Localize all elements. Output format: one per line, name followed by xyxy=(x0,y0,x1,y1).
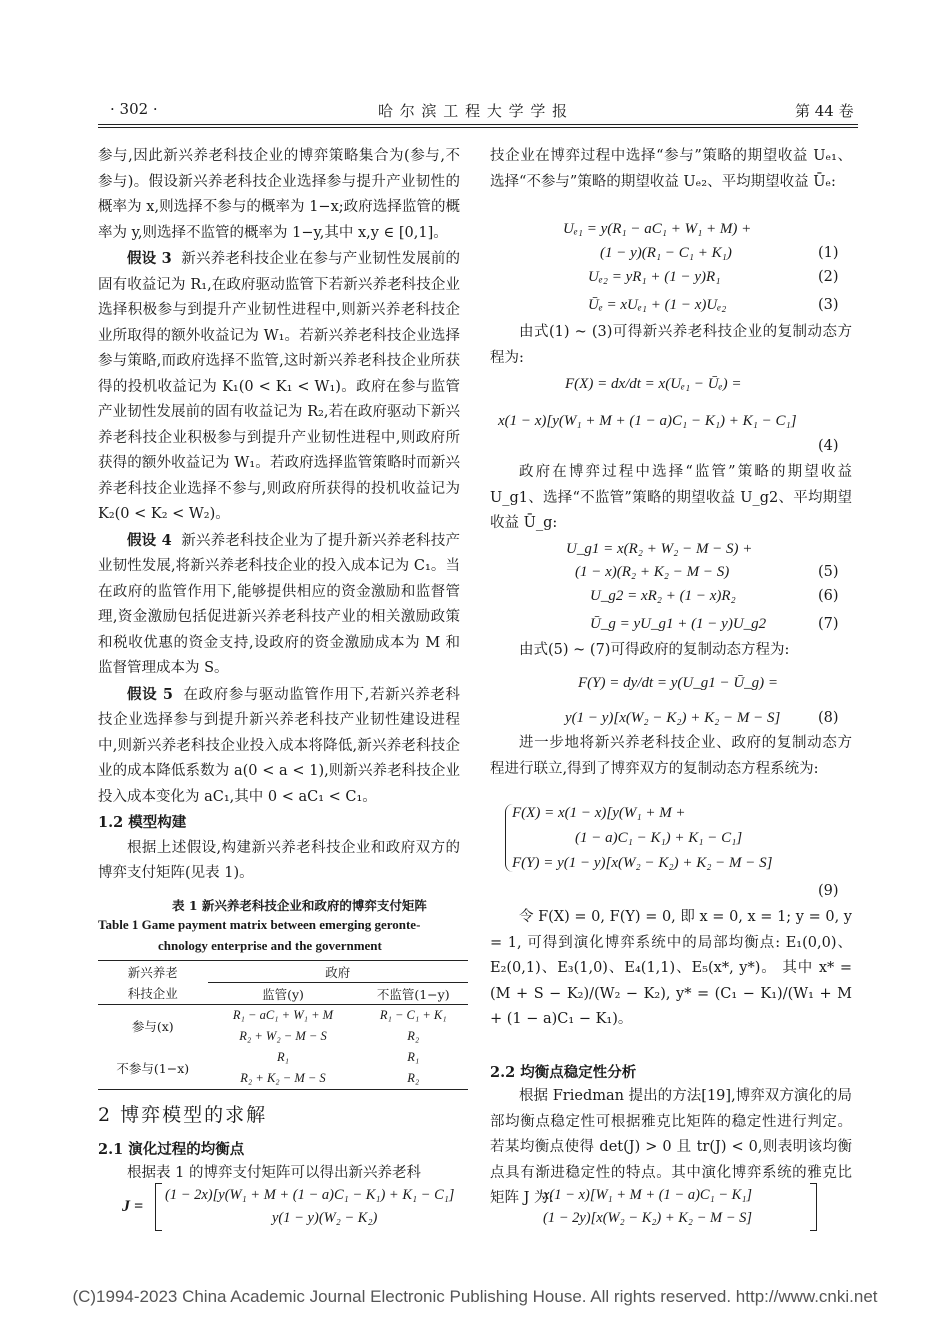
eq-4a: F(X) = dx/dt = x(Uₑ₁ − Ūₑ) = xyxy=(565,376,742,392)
table-cell: R₁ xyxy=(276,1050,289,1064)
para-model-build: 根据上述假设,构建新兴养老科技企业和政府双方的博弈支付矩阵(见表 1)。 xyxy=(98,839,460,881)
para-assumption-4 xyxy=(98,528,460,682)
assumption-4-title: 假设 4 xyxy=(127,531,172,549)
eq-2: Uₑ₂ = yR₁ + (1 − y)R₁ xyxy=(588,269,721,285)
table-cell: R₂ + W₂ − M − S xyxy=(239,1029,327,1043)
table-cell: R₁ − C₁ + K₁ xyxy=(358,1005,468,1027)
table-row xyxy=(98,983,468,1005)
table-row xyxy=(98,1005,468,1027)
right-para-5 xyxy=(490,731,852,782)
eq-1a: Uₑ₁ = y(R₁ − aC₁ + W₁ + M) + xyxy=(563,221,752,237)
eq-9c: F(Y) = y(1 − y)[x(W₂ − K₂) + K₂ − M − S] xyxy=(512,855,773,871)
table-cell: R₁ − aC₁ + W₁ + M xyxy=(208,1005,359,1027)
eq-1b: (1 − y)(R₁ − C₁ + K₁) xyxy=(600,245,732,261)
table-cell: R₂ xyxy=(358,1068,468,1090)
left-column xyxy=(98,144,460,887)
eq-number-7: (7) xyxy=(818,616,839,632)
eq-number-9: (9) xyxy=(818,883,839,899)
table-cell: R₂ xyxy=(407,1029,420,1043)
jacobian-a11: (1 − 2x)[y(W₁ + M + (1 − a)C₁ − K₁) + K₁ − C₁] xyxy=(165,1187,455,1203)
section-2-1-heading: 2.1 演化过程的均衡点 xyxy=(98,1141,245,1158)
eq-6: U_g2 = xR₂ + (1 − x)R₂ xyxy=(590,588,736,604)
matrix-right-bracket xyxy=(810,1183,817,1231)
para-stability: 根据 Friedman 提出的方法[19],博弈双方演化的局部均衡点稳定性可根据雅克比矩阵的稳定性进行判定。若某均衡点使得 det(J) > 0 且 tr(J) < 0,则表明该均衡点具有渐进稳定性的特点。其中演化博弈系统的雅克比矩阵 J 为: xyxy=(490,1088,852,1206)
right-para-3 xyxy=(490,460,852,537)
para-expected-payoff-gov: 政府在博弈过程中选择“监管”策略的期望收益 U_g1、选择“不监管”策略的期望收益 U_g2、平均期望收益 Ū_g: xyxy=(490,464,852,531)
section-1-2-heading: 1.2 模型构建 xyxy=(98,814,187,831)
jacobian-a12: x(1 − x)[W₁ + M + (1 − a)C₁ − K₁] xyxy=(543,1187,753,1203)
para-system: 进一步地将新兴养老科技企业、政府的复制动态方程进行联立,得到了博弈双方的复制动态方程系统为: xyxy=(490,735,852,777)
eq-9a: F(X) = x(1 − x)[y(W₁ + M + xyxy=(512,805,686,821)
right-para-2 xyxy=(490,320,852,371)
header-rule xyxy=(98,124,858,125)
eq-8a: F(Y) = dy/dt = y(U_g1 − Ū_g) = xyxy=(578,675,779,691)
volume-label: 第 44 卷 xyxy=(795,102,854,120)
eq-number-3: (3) xyxy=(818,297,839,313)
jacobian-label: J = xyxy=(122,1198,144,1215)
eq-5b: (1 − x)(R₂ + K₂ − M − S) xyxy=(575,564,730,580)
jacobian-a22: (1 − 2y)[x(W₂ − K₂) + K₂ − M − S] xyxy=(543,1210,753,1226)
eq-7: Ū_g = yU_g1 + (1 − y)U_g2 xyxy=(590,616,767,632)
assumption-5-text: 在政府参与驱动监管作用下,若新兴养老科技企业选择参与到提升新兴养老科技产业韧性建设进程中,则新兴养老科技企业投入成本将降低,新兴养老科技企业的成本降低系数为 a(0 < a < 1),则新兴养老科技企业投入成本变化为 aC₁,其中 0 < aC₁ < C₁。 xyxy=(98,686,461,805)
eq-number-5: (5) xyxy=(818,564,839,580)
para-expected-payoff-enterprise: 技企业在博弈过程中选择“参与”策略的期望收益 Uₑ₁、选择“不参与”策略的期望收益 Uₑ₂、平均期望收益 Ūₑ: xyxy=(490,148,852,190)
page-number: · 302 · xyxy=(110,100,158,118)
eq-4b: x(1 − x)[y(W₁ + M + (1 − a)C₁ − K₁) + K₁ − C₁] xyxy=(498,413,797,429)
para-equilibrium-points: 令 F(X) = 0, F(Y) = 0, 即 x = 0, x = 1; y = 0, y = 1, 可得到演化博弈系统中的局部均衡点: E₁(0,0)、E₂(0,1)、E₃(1,0)、E₄(1,1)、E₅(x*, y*)。 其中 x* = (M + S − K₂)/(W₂ − K₂), y* = (C₁ − K₁)/(W₁ + M + (1 − a)C₁ − K₁)。 xyxy=(490,909,852,1027)
jacobian-a21: y(1 − y)(W₂ − K₂) xyxy=(272,1210,378,1226)
table-header-gov: 政府 xyxy=(208,961,468,983)
table-row xyxy=(98,961,468,983)
eq-number-4: (4) xyxy=(818,438,839,454)
eq-5a: U_g1 = x(R₂ + W₂ − M − S) + xyxy=(566,541,753,557)
right-para-4 xyxy=(490,638,852,664)
section-2-heading: 2 博弈模型的求解 xyxy=(98,1104,268,1126)
eq-3: Ūₑ = xUₑ₁ + (1 − x)Uₑ₂ xyxy=(588,297,727,313)
table-header-player-2: 科技企业 xyxy=(127,986,178,1002)
eq-9b: (1 − a)C₁ − K₁) + K₁ − C₁] xyxy=(575,830,743,846)
table-caption-cn: 表 1 新兴养老科技企业和政府的博弈支付矩阵 xyxy=(172,898,427,913)
para-assumption-5 xyxy=(98,682,460,811)
assumption-3-text: 新兴养老科技企业在参与产业韧性发展前的固有收益记为 R₁,在政府驱动监管下若新兴养老科技企业选择积极参与到提升产业韧性进程中,则新兴养老科技企业所取得的额外收益记为 W₁。若新兴养老科技企业选择参与策略,而政府选择不监管,这时新兴养老科技企业所获得的投机收益记为 K₁(0 < K₁ < W₁)。政府在参与监管产业韧性发展前的固有收益记为 R₂,若在政府驱动下新兴养老科技企业积极参与到提升产业韧性进程中,则政府所获得的额外收益记为 W₁。若政府选择监管策略时而新兴养老科技企业选择不参与,则政府所获得的投机收益记为 K₂(0 < K₂ < W₂)。 xyxy=(98,251,461,522)
right-para-1 xyxy=(490,144,852,195)
table-header-player: 新兴养老 xyxy=(98,961,208,983)
assumption-4-text: 新兴养老科技企业为了提升新兴养老科技产业韧性发展,将新兴养老科技企业的投入成本记为 C₁。当在政府的监管作用下,能够提供相应的资金激励和监督管理,资金激励包括促进新兴养老科技产业的相关激励政策和税收优惠的资金支持,设政府的资金激励成本为 M 和监督管理成本为 S。 xyxy=(98,532,461,676)
journal-title: 哈 尔 滨 工 程 大 学 学 报 xyxy=(378,102,569,120)
para-replicator-enterprise: 由式(1) ~ (3)可得新兴养老科技企业的复制动态方程为: xyxy=(490,324,852,366)
eq-number-6: (6) xyxy=(818,588,839,604)
assumption-3-title: 假设 3 xyxy=(127,250,172,267)
payoff-table xyxy=(98,960,468,1090)
table-row-not-participate: 不参与(1−x) xyxy=(98,1047,208,1090)
eq-number-8: (8) xyxy=(818,710,839,726)
table-row xyxy=(98,1047,468,1068)
para-assumption-3 xyxy=(98,246,460,528)
para-strategy: 参与,因此新兴养老科技企业的博弈策略集合为(参与,不参与)。假设新兴养老科技企业选择参与提升产业韧性的概率为 x,则选择不参与的概率为 1−x;政府选择监管的概率为 y,则选择不监管的概率为 1−y,其中 x,y ∈ [0,1]。 xyxy=(98,148,460,241)
eq-number-1: (1) xyxy=(818,245,839,261)
table-row-participate: 参与(x) xyxy=(98,1005,208,1048)
table-cell: R₁ xyxy=(407,1050,420,1064)
para-replicator-gov: 由式(5) ~ (7)可得政府的复制动态方程为: xyxy=(519,642,790,658)
assumption-5-title: 假设 5 xyxy=(127,685,173,703)
matrix-left-bracket xyxy=(155,1183,162,1231)
table-cell: R₂ + K₂ − M − S xyxy=(208,1068,359,1090)
header-rule-thin xyxy=(98,127,858,128)
copyright-footer: (C)1994-2023 China Academic Journal Electronic Publishing House. All rights reserved. http://www.cnki.net xyxy=(72,1287,878,1306)
table-caption-en-2: chnology enterprise and the government xyxy=(158,938,382,953)
para-derive: 根据表 1 的博弈支付矩阵可以得出新兴养老科 xyxy=(127,1165,421,1181)
table-caption-en-1: Table 1 Game payment matrix between emerging geronte- xyxy=(98,917,421,932)
table-header-supervise: 监管(y) xyxy=(208,983,359,1005)
table-header-no-supervise: 不监管(1−y) xyxy=(358,983,468,1005)
eq-number-2: (2) xyxy=(818,269,839,285)
eq-8b: y(1 − y)[x(W₂ − K₂) + K₂ − M − S] xyxy=(565,710,781,726)
right-para-6 xyxy=(490,905,852,1033)
section-2-2-heading: 2.2 均衡点稳定性分析 xyxy=(490,1064,637,1081)
